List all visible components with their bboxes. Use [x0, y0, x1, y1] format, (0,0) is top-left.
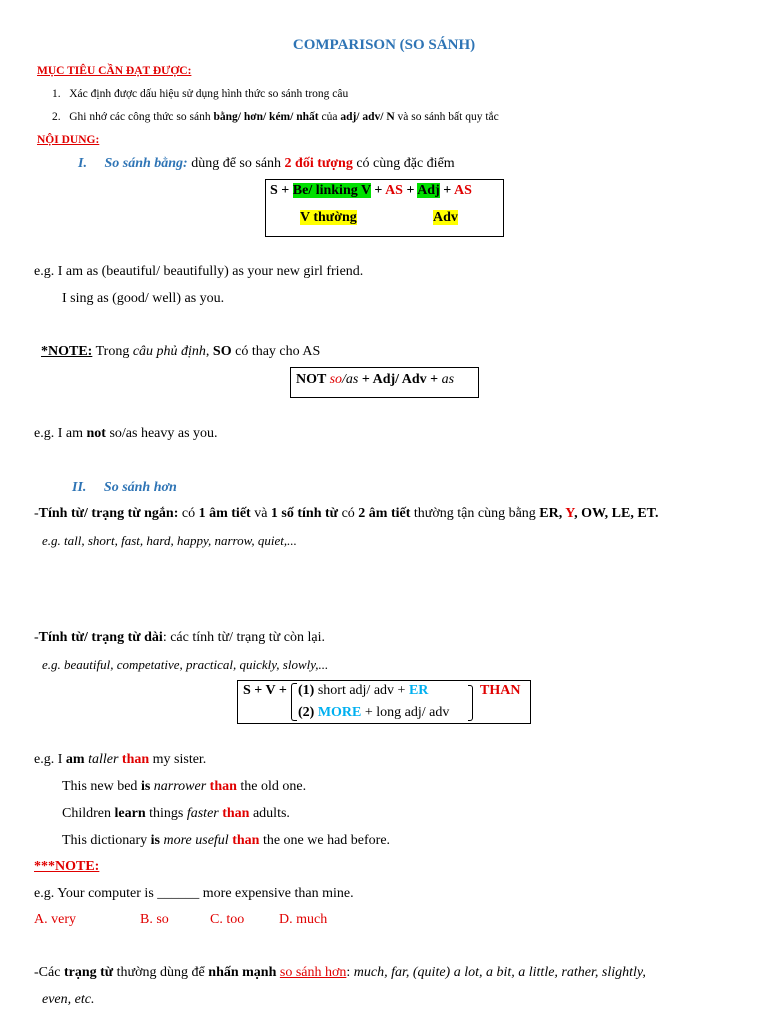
section-1-desc-post: có cùng đặc điểm: [352, 156, 455, 171]
quiz-option-c: C. too: [210, 912, 245, 927]
formula-as-1: AS: [385, 183, 403, 198]
page-title: COMPARISON (SO SÁNH): [292, 37, 476, 53]
comparative-example-1: e.g. I am taller than my sister.: [34, 752, 207, 767]
long-adj-rule: -Tính từ/ trạng từ dài: các tính từ/ trạng từ còn lại.: [34, 630, 325, 645]
formula-v-thuong: V thường: [300, 210, 357, 225]
goal-text-bold-2: adj/ adv/ N: [340, 111, 395, 123]
section-1-desc-pre: dùng để so sánh: [187, 156, 285, 171]
section-1-desc-red: 2 đối tượng: [284, 156, 353, 171]
goal-item-1: [52, 88, 348, 100]
quiz-option-d: D. much: [279, 912, 328, 927]
content-heading: NỘI DUNG:: [37, 134, 100, 146]
goal-text-post: và so sánh bất quy tắc: [394, 111, 499, 123]
section-2-heading: [72, 480, 177, 496]
example-3: e.g. I am not so/as heavy as you.: [34, 426, 218, 441]
goals-heading: MỤC TIÊU CẦN ĐẠT ĐƯỢC:: [37, 65, 192, 77]
section-1-heading: [78, 156, 455, 172]
goal-text: Xác định được dấu hiệu sử dụng hình thức so sánh trong câu: [69, 88, 349, 100]
formula-adv: Adv: [433, 210, 458, 225]
goal-num: 2.: [52, 111, 61, 123]
section-2-title: So sánh hơn: [103, 480, 177, 495]
goal-text-bold-1: bằng/ hơn/ kém/ nhất: [213, 111, 319, 123]
short-adj-rule: -Tính từ/ trạng từ ngắn: có 1 âm tiết và 1 số tính từ có 2 âm tiết thường tận cùng bằng ER, Y, OW, LE, ET.: [34, 506, 659, 521]
goal-item-2: [52, 111, 499, 123]
quiz-question: e.g. Your computer is ______ more expensive than mine.: [34, 886, 354, 901]
goal-text-mid: của: [318, 111, 341, 123]
section-1-num: I.: [78, 156, 87, 171]
formula-plus: +: [402, 183, 418, 198]
formula-plus: +: [439, 183, 454, 198]
example-1: e.g. I am as (beautiful/ beautifully) as your new girl friend.: [34, 264, 364, 279]
section-2-num: II.: [72, 480, 87, 495]
note-equal: *NOTE: Trong câu phủ định, SO có thay cho AS: [41, 344, 321, 359]
note-label: *NOTE:: [41, 344, 93, 359]
goal-num: 1.: [52, 88, 61, 100]
note-3-label: ***NOTE:: [34, 859, 100, 874]
example-2: I sing as (good/ well) as you.: [62, 291, 225, 306]
formula-not-line: NOT so/as + Adj/ Adv + as: [296, 372, 455, 387]
formula-line-2: (2) MORE + long adj/ adv: [298, 705, 450, 720]
section-1-title: So sánh bằng:: [104, 156, 188, 171]
goal-text-pre: Ghi nhớ các công thức so sánh: [69, 111, 214, 123]
formula-adj: Adj: [417, 183, 440, 198]
comparative-example-2: This new bed is narrower than the old one.: [62, 779, 307, 794]
formula-as-2: AS: [453, 183, 472, 198]
formula-than: THAN: [480, 683, 521, 698]
formula-sv: S + V +: [243, 683, 287, 698]
formula-plus: +: [370, 183, 386, 198]
emphasis-adverbs-rule: -Các trạng từ thường dùng để nhấn mạnh so sánh hơn: much, far, (quite) a lot, a bit, a little, rather, slightly,: [34, 965, 646, 980]
short-adj-example: e.g. tall, short, fast, hard, happy, narrow, quiet,...: [42, 533, 297, 548]
formula-be: Be/ linking V: [292, 183, 371, 198]
emphasis-adverbs-cont: even, etc.: [42, 992, 95, 1007]
comparative-example-4: This dictionary is more useful than the one we had before.: [62, 833, 391, 848]
quiz-option-a: A. very: [34, 912, 76, 927]
comparative-example-3: Children learn things faster than adults.: [62, 806, 290, 821]
long-adj-example: e.g. beautiful, competative, practical, quickly, slowly,...: [42, 657, 329, 672]
left-bracket: [291, 683, 297, 721]
formula-s: S +: [270, 183, 293, 198]
right-bracket: [468, 685, 473, 721]
formula-line-1: (1) short adj/ adv + ER: [298, 683, 429, 698]
formula-equal-line-1: [270, 183, 472, 199]
quiz-option-b: B. so: [140, 912, 169, 927]
